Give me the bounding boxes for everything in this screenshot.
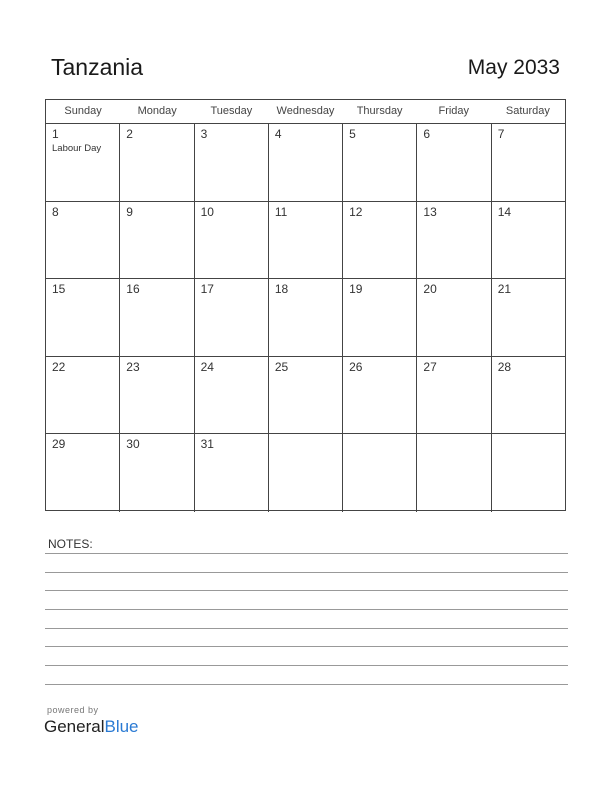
day-cell [343, 357, 417, 434]
day-number: 31 [200, 437, 214, 452]
day-cell [195, 279, 269, 356]
day-cell [120, 434, 194, 512]
day-number: 23 [126, 359, 140, 374]
day-number: 15 [52, 282, 66, 297]
day-cell [46, 202, 120, 279]
note-line [45, 590, 568, 591]
weekday-header: Tuesday [210, 105, 253, 117]
day-cell [343, 434, 417, 512]
day-number: 1 [52, 127, 59, 141]
note-line [45, 665, 568, 666]
brand-blue: Blue [104, 717, 139, 736]
day-number: 26 [349, 359, 363, 374]
day-number: 4 [274, 127, 282, 141]
brand-general: General [44, 717, 105, 736]
day-cell [120, 124, 194, 201]
day-cell [269, 357, 343, 434]
day-number: 29 [52, 437, 66, 452]
day-number: 16 [126, 282, 140, 297]
day-cell [417, 279, 491, 356]
day-cell [269, 434, 343, 512]
weekday-header: Monday [137, 105, 177, 117]
note-line [45, 553, 568, 554]
weekday-header: Saturday [505, 105, 550, 117]
day-cell [46, 124, 120, 201]
day-number: 18 [274, 282, 289, 297]
day-cell [195, 124, 269, 201]
powered-by-text: powered by [47, 705, 99, 715]
day-cell [417, 357, 491, 434]
calendar-grid [45, 99, 566, 511]
day-cell [492, 434, 565, 512]
note-line [45, 684, 568, 685]
day-number: 21 [497, 282, 512, 297]
day-cell [492, 202, 565, 279]
day-number: 27 [423, 359, 437, 374]
day-cell [269, 279, 343, 356]
weekday-header: Sunday [64, 105, 102, 117]
day-number: 22 [52, 359, 66, 374]
day-number: 19 [349, 282, 363, 297]
day-number: 12 [349, 204, 363, 219]
note-line [45, 572, 568, 573]
day-cell [417, 434, 491, 512]
day-cell [195, 434, 269, 512]
holiday-label: Labour Day [52, 143, 102, 154]
day-number: 9 [126, 204, 133, 219]
day-cell [343, 124, 417, 201]
week-row [46, 279, 565, 357]
week-row [46, 357, 565, 435]
day-cell [120, 357, 194, 434]
weekday-header: Wednesday [276, 105, 335, 117]
day-cell [120, 202, 194, 279]
day-cell [492, 124, 565, 201]
generalblue-logo [44, 717, 139, 737]
weekday-header-row [46, 100, 565, 124]
day-cell [343, 202, 417, 279]
day-cell [269, 124, 343, 201]
notes-label: NOTES: [48, 537, 93, 551]
weekday-header: Friday [438, 105, 470, 117]
day-number: 20 [423, 282, 437, 297]
note-line [45, 646, 568, 647]
note-line [45, 628, 568, 629]
day-number: 25 [274, 359, 289, 374]
day-number: 17 [200, 282, 214, 297]
country-title: Tanzania [51, 54, 144, 80]
day-cell [195, 357, 269, 434]
day-number: 7 [497, 127, 505, 141]
day-cell [492, 279, 565, 356]
day-cell [46, 279, 120, 356]
week-row [46, 434, 565, 512]
day-number: 30 [126, 437, 140, 452]
day-cell [417, 124, 491, 201]
weeks-container [46, 124, 565, 512]
week-row [46, 202, 565, 280]
day-cell [492, 357, 565, 434]
day-number: 24 [200, 359, 214, 374]
day-cell [120, 279, 194, 356]
day-number: 13 [423, 204, 437, 219]
day-number: 3 [200, 127, 208, 141]
day-number: 10 [200, 204, 214, 219]
day-number: 5 [349, 127, 356, 141]
day-number: 6 [423, 127, 431, 141]
day-number: 11 [274, 204, 288, 219]
day-cell [417, 202, 491, 279]
note-line [45, 609, 568, 610]
week-row [46, 124, 565, 202]
day-number: 28 [497, 359, 512, 374]
day-cell [343, 279, 417, 356]
day-number: 8 [52, 204, 59, 219]
day-cell [46, 357, 120, 434]
month-year-title: May 2033 [467, 56, 560, 79]
day-number: 14 [497, 204, 512, 219]
day-number: 2 [126, 127, 133, 141]
day-cell [46, 434, 120, 512]
day-cell [269, 202, 343, 279]
weekday-header: Thursday [356, 105, 403, 117]
day-cell [195, 202, 269, 279]
